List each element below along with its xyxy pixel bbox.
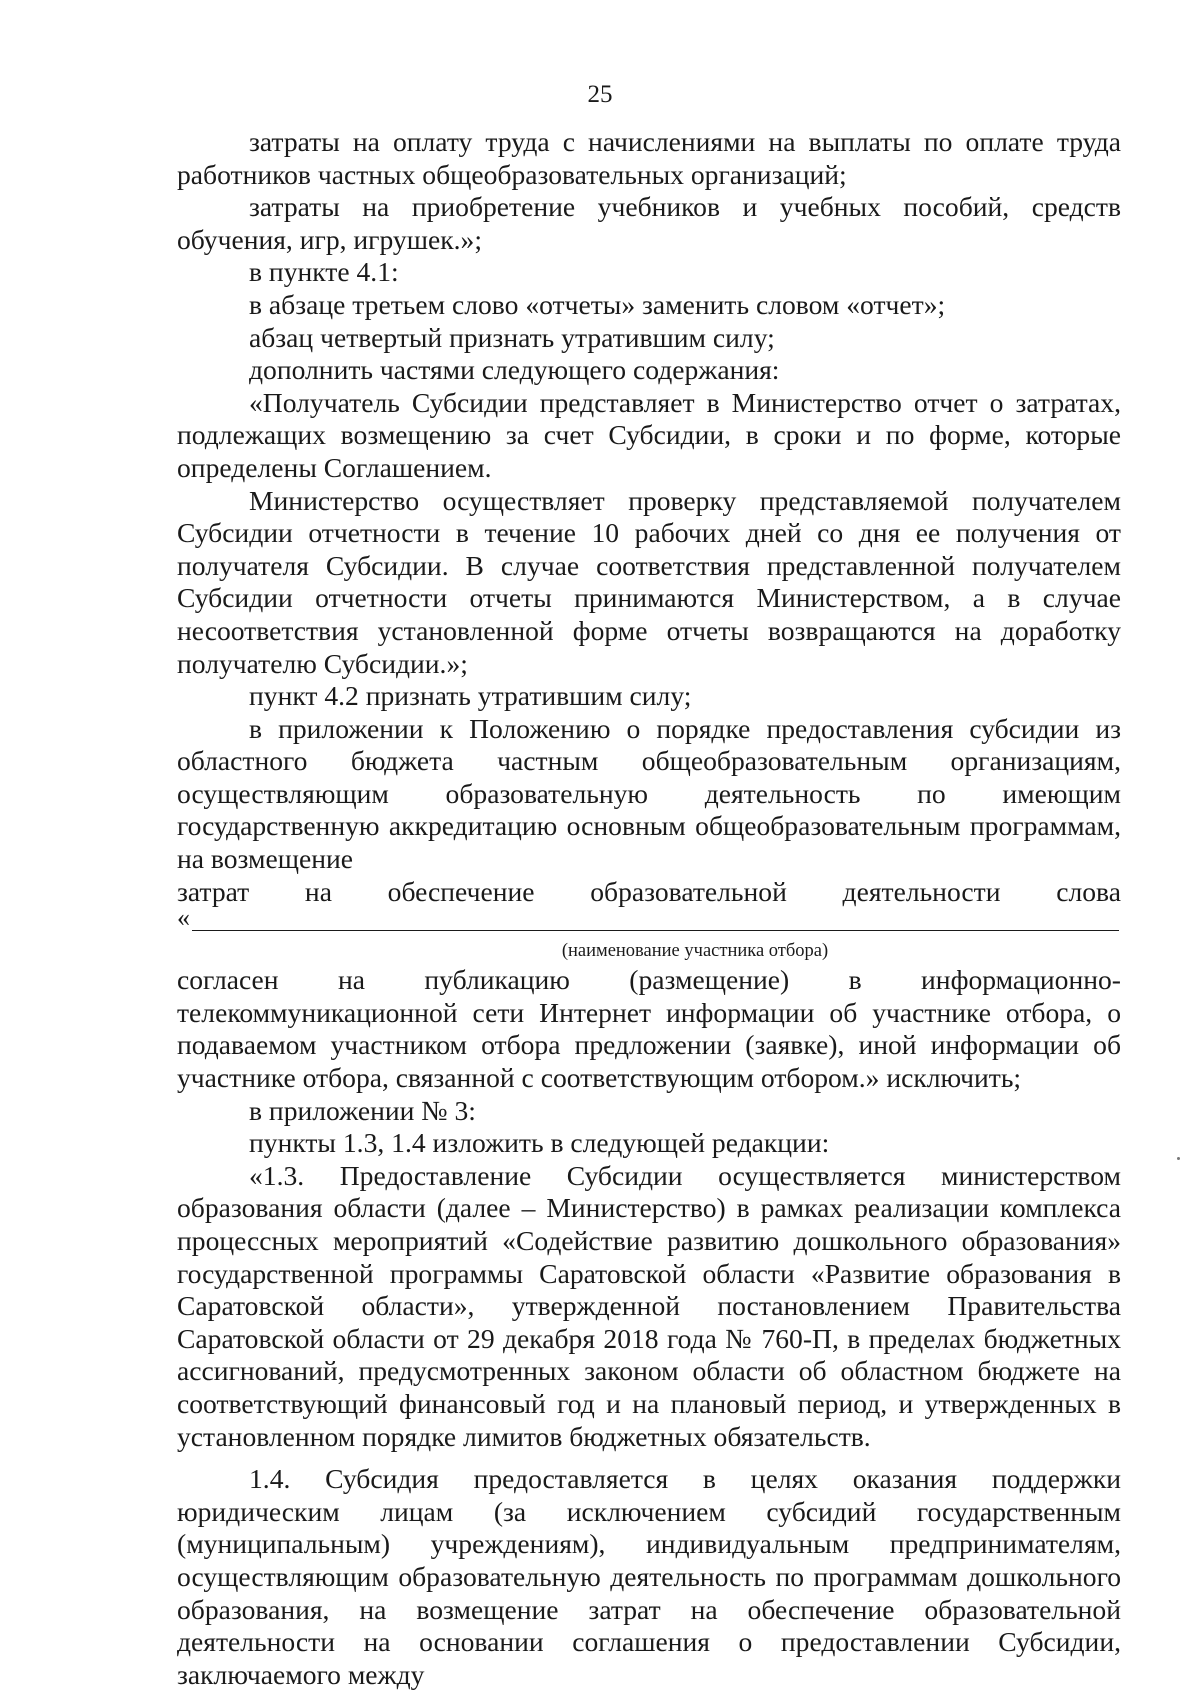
paragraph: затраты на оплату труда с начислениями на выплаты по оплате труда работников частных общеобразовательных организаций;	[177, 126, 1121, 190]
paragraph: «1.3. Предоставление Субсидии осуществляется министерством образования области (далее – Министерство) в рамках реализации комплекса процессных мероприятий «Содействие развитию дошкольного образования» государственной программы Саратовской области «Развитие образования в Саратовской области», утвержденной постановлением Правительства Саратовской области от 29 декабря 2018 года № 760-П, в пределах бюджетных ассигнований, предусмотренных законом области об областном бюджете на соответствующий финансовый год и на плановый период, и утвержденных в установленном порядке лимитов бюджетных обязательств.	[177, 1159, 1121, 1452]
scan-artifact	[1177, 1157, 1180, 1160]
paragraph: абзац четвертый признать утратившим силу;	[249, 321, 775, 353]
paragraph: 1.4. Субсидия предоставляется в целях оказания поддержки юридическим лицам (за исключением субсидий государственным (муниципальным) учреждениям), индивидуальным предпринимателям, осуществляющим образовательную деятельность по программам дошкольного образования, на возмещение затрат на обеспечение образовательной деятельности на основании соглашения о предоставлении Субсидии, заключаемого между	[177, 1463, 1121, 1690]
word: обеспечение	[387, 875, 535, 907]
paragraph: затраты на приобретение учебников и учебных пособий, средств обучения, игр, игрушек.»;	[177, 191, 1121, 255]
document-body	[177, 126, 1121, 1691]
word: затрат	[177, 875, 250, 907]
word: на	[304, 875, 332, 907]
paragraph: в пункте 4.1:	[249, 256, 399, 288]
paragraph: дополнить частями следующего содержания:	[249, 354, 780, 386]
blank-underline	[192, 930, 1119, 931]
paragraph: Министерство осуществляет проверку представляемой получателем Субсидии отчетности в течение 10 рабочих дней со дня ее получения от получателя Субсидии. В случае соответствия представленной получателем Субсидии отчетности отчеты принимаются Министерством, а в случае несоответствия установленной форме отчеты возвращаются на доработку получателю Субсидии.»;	[177, 484, 1121, 679]
word: слова	[1056, 875, 1121, 907]
paragraph: «Получатель Субсидии представляет в Министерство отчет о затратах, подлежащих возмещению за счет Субсидии, в сроки и по форме, которые определены Соглашением.	[177, 386, 1121, 483]
paragraph: согласен на публикацию (размещение) в информационно-телекоммуникационной сети Интернет информации об участнике отбора, о подаваемом участником отбора предложении (заявке), иной информации об участнике отбора, связанной с соответствующим отбором.» исключить;	[177, 964, 1121, 1094]
open-quote: «	[177, 903, 190, 933]
page-number: 25	[587, 81, 613, 108]
paragraph: пункт 4.2 признать утратившим силу;	[249, 680, 692, 712]
paragraph-last-line	[177, 876, 1121, 909]
paragraph: в абзаце третьем слово «отчеты» заменить словом «отчет»;	[249, 288, 946, 320]
paragraph: в приложении к Положению о порядке предоставления субсидии из областного бюджета частным общеобразовательным организациям, осуществляющим образовательную деятельность по имеющим государственную аккредитацию основным общеобразовательным программам, на возмещение	[177, 712, 1121, 875]
paragraph: в приложении № 3:	[249, 1094, 476, 1126]
word: образовательной	[590, 875, 787, 907]
field-caption: (наименование участника отбора)	[561, 941, 829, 962]
word: деятельности	[842, 875, 1001, 907]
paragraph: пункты 1.3, 1.4 изложить в следующей редакции:	[249, 1127, 830, 1159]
fill-in-line	[177, 903, 1121, 940]
